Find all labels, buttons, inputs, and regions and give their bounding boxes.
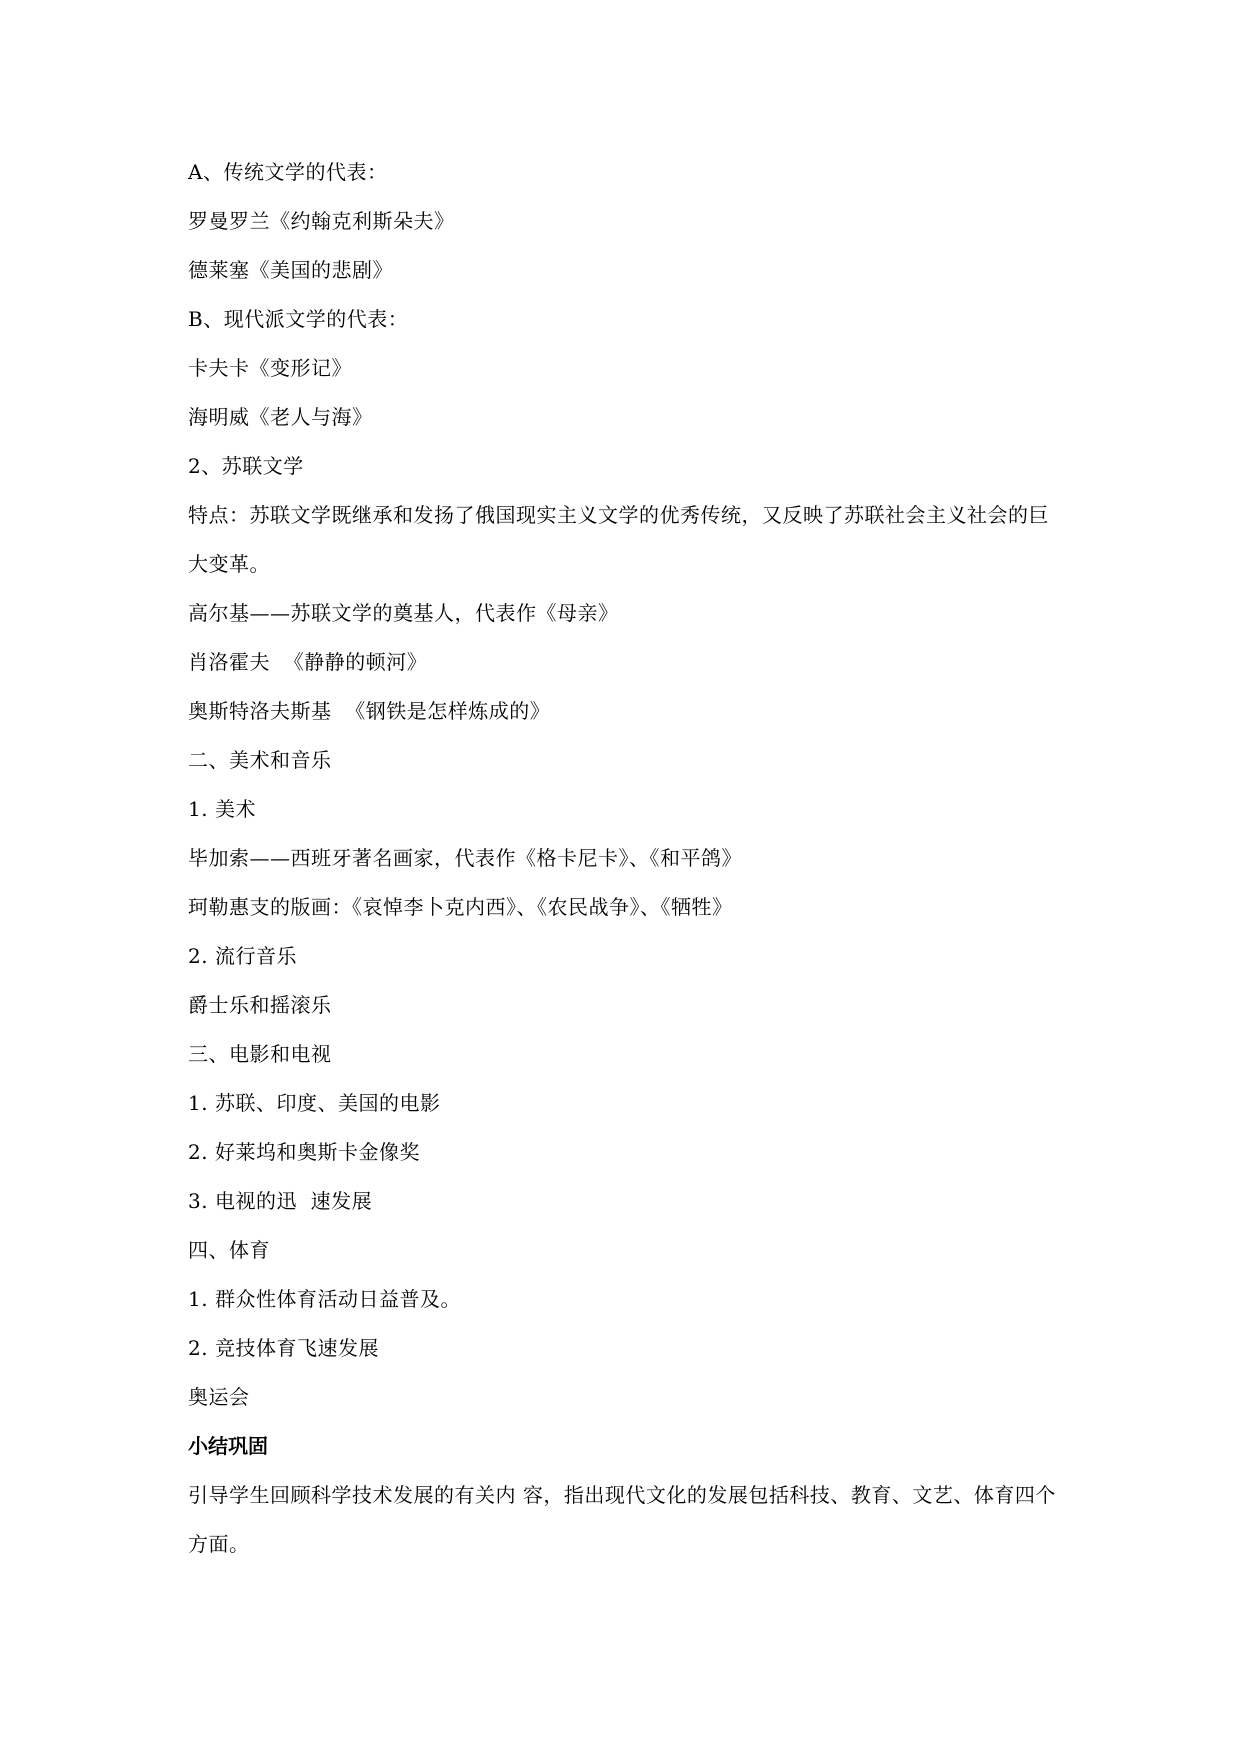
text-line: 肖洛霍夫 《静静的顿河》: [188, 650, 428, 674]
text-paragraph: 特点：苏联文学既继承和发扬了俄国现实主义文学的优秀传统，又反映了苏联社会主义社会的巨大变革。: [188, 503, 1049, 576]
text-line: 罗曼罗兰《约翰克利斯朵夫》: [188, 209, 455, 233]
text-line: 1. 美术: [188, 797, 256, 821]
text-line: 奥运会: [188, 1385, 250, 1409]
text-line: 海明威《老人与海》: [188, 405, 373, 429]
text-line: 珂勒惠支的版画：《哀悼李卜克内西》、《农民战争》、《牺牲》: [188, 895, 733, 919]
text-line: 1. 苏联、印度、美国的电影: [188, 1091, 441, 1115]
text-line: 德莱塞《美国的悲剧》: [188, 258, 393, 282]
text-line: 高尔基——苏联文学的奠基人，代表作《母亲》: [188, 601, 619, 625]
text-line: 毕加索——西班牙著名画家，代表作《格卡尼卡》、《和平鸽》: [188, 846, 742, 870]
text-line: 2. 好莱坞和奥斯卡金像奖: [188, 1140, 420, 1164]
text-line: 卡夫卡《变形记》: [188, 356, 352, 380]
document-body: [188, 160, 1068, 1569]
summary-heading: 小结巩固: [188, 1434, 268, 1458]
text-line: 2、苏联文学: [188, 454, 304, 478]
text-line: 四、体育: [188, 1238, 270, 1262]
text-line: A、传统文学的代表：: [188, 160, 388, 184]
summary-paragraph: 引导学生回顾科学技术发展的有关内 容，指出现代文化的发展包括科技、教育、文艺、体育四个方面。: [188, 1483, 1056, 1556]
text-line: 爵士乐和摇滚乐: [188, 993, 332, 1017]
text-line: 二、美术和音乐: [188, 748, 332, 772]
text-line: 1. 群众性体育活动日益普及。: [188, 1287, 461, 1311]
text-line: 三、电影和电视: [188, 1042, 332, 1066]
text-line: B、现代派文学的代表：: [188, 307, 409, 331]
text-line: 3. 电视的迅 速发展: [188, 1189, 373, 1213]
text-line: 2. 流行音乐: [188, 944, 297, 968]
text-line: 奥斯特洛夫斯基 《钢铁是怎样炼成的》: [188, 699, 551, 723]
text-line: 2. 竞技体育飞速发展: [188, 1336, 379, 1360]
